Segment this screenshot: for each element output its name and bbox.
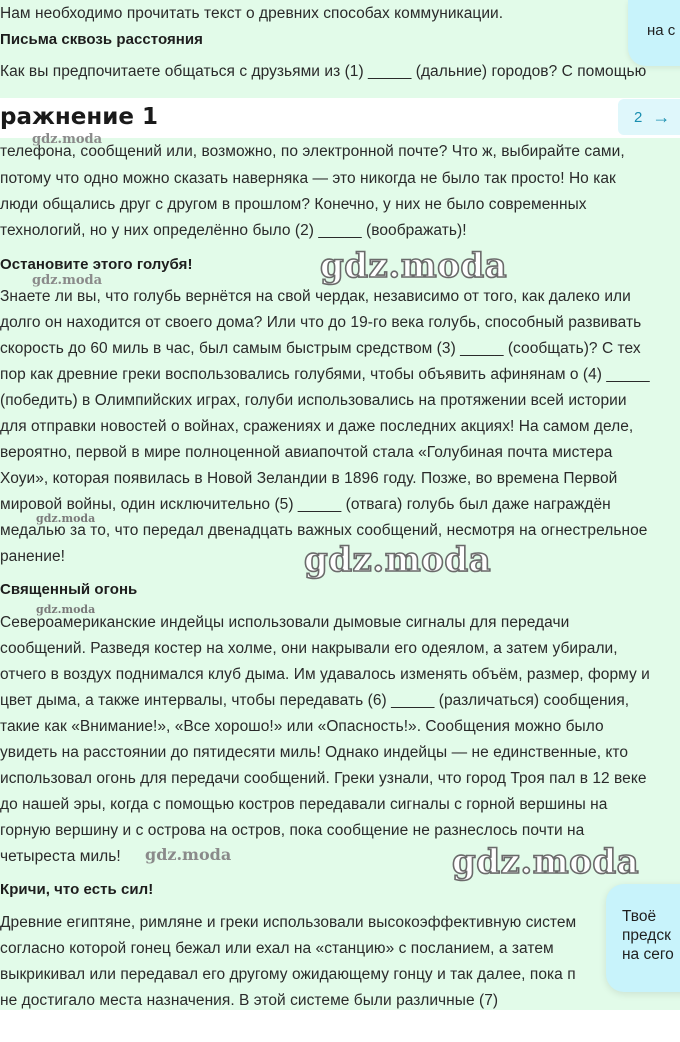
text-line: цвет дыма, а также интервалы, чтобы передавать (6) _____ (различаться) сообщения,	[0, 692, 630, 709]
section-heading-letters: Письма сквозь расстояния	[0, 31, 203, 48]
watermark: gdz.moda	[32, 132, 103, 147]
text-line: выкрикивал или передавал его другому ожидающему гонцу и так далее, пока п	[0, 966, 576, 983]
watermark: gdz.moda	[452, 842, 640, 882]
text-line: использовал огонь для передачи сообщений. Греки узнали, что город Троя пал в 12 веке	[0, 770, 647, 787]
text-line: скорость до 60 миль в час, был самым быстрым средством (3) _____ (сообщать)? С тех	[0, 340, 641, 357]
bubble-line: Твоё	[622, 908, 657, 925]
watermark: gdz.moda	[36, 603, 96, 616]
text-line: для отправки новостей о войнах, сражениях и даже последних акциях! На самом деле,	[0, 418, 634, 435]
text-line: сообщений. Разведя костер на холме, они накрывали его одеялом, а затем убирали,	[0, 640, 618, 657]
page-number: 2	[634, 108, 643, 126]
text-line: четыреста миль!	[0, 848, 121, 865]
text-line: мировой войны, один исключительно (5) _____ (отвага) голубь был даже награждён	[0, 496, 611, 513]
text-line: Древние египтяне, римляне и греки использовали высокоэффективную систем	[0, 914, 577, 931]
section-heading-pigeon: Остановите этого голубя!	[0, 256, 193, 273]
text-line: потому что одно можно сказать наверняка — это никогда не было так просто! Но как	[0, 170, 616, 187]
text-line: (победить) в Олимпийских играх, голуби использовались на протяжении всей истории	[0, 392, 627, 409]
intro-text: Нам необходимо прочитать текст о древних способах коммуникации.	[0, 5, 504, 22]
section-heading-shout: Кричи, что есть сил!	[0, 881, 154, 898]
text-line: отчего в воздух поднимался клуб дыма. Им удавалось изменять объём, размер, форму и	[0, 666, 650, 683]
text-line: пор как древние греки воспользовались голубями, чтобы объявить афинянам о (4) _____	[0, 366, 650, 383]
watermark: gdz.moda	[145, 845, 232, 864]
text-line: Североамериканские индейцы использовали дымовые сигналы для передачи	[0, 614, 570, 631]
text-line: люди общались друг с другом в прошлом? Конечно, у них не было современных	[0, 196, 587, 213]
text-line: ранение!	[0, 548, 65, 565]
text-line: до нашей эры, когда с помощью костров передавали сигналы с горной вершины на	[0, 796, 608, 813]
exercise-title: ражнение 1	[0, 104, 158, 130]
text-line: увидеть на расстоянии до пятидесяти миль! Однако индейцы — не единственные, кто	[0, 744, 629, 761]
arrow-right-icon: →	[652, 106, 671, 127]
watermark: gdz.moda	[32, 273, 103, 288]
text-line: Знаете ли вы, что голубь вернётся на свой чердак, независимо от того, как далеко или	[0, 288, 631, 305]
next-page-button[interactable]	[618, 99, 680, 135]
text-line: не достигало места назначения. В этой системе были различные (7)	[0, 992, 499, 1009]
bubble-line: предск	[622, 927, 671, 944]
watermark: gdz.moda	[320, 246, 508, 286]
text-line: медалью за то, что передал двенадцать важных сообщений, несмотря на огнестрельное	[0, 522, 648, 539]
text-line: такие как «Внимание!», «Все хорошо!» или «Опасность!». Сообщения можно было	[0, 718, 604, 735]
text-line: согласно которой гонец бежал или ехал на «станцию» с посланием, а затем	[0, 940, 554, 957]
text-line: Хоуи», которая появилась в Новой Зеландии в 1896 году. Позже, во времена Первой	[0, 470, 618, 487]
text-line: горную вершину и с острова на остров, пока сообщение не разнеслось почти на	[0, 822, 585, 839]
prediction-bubble[interactable]	[606, 884, 680, 992]
text-line: долго он находится от своего дома? Или что до 19-го века голубь, способный развивать	[0, 314, 642, 331]
text-line: телефона, сообщений или, возможно, по электронной почте? Что ж, выбирайте сами,	[0, 143, 625, 160]
bubble-line: на сего	[622, 946, 674, 963]
text-line: вероятно, первой в мире полноценной авиапочтой стала «Голубиная почта мистера	[0, 444, 613, 461]
text-line: технологий, но у них определённо было (2) _____ (воображать)!	[0, 222, 467, 239]
section-heading-fire: Священный огонь	[0, 581, 138, 598]
bubble-text: на с	[647, 22, 676, 39]
assistant-hint-bubble[interactable]	[628, 0, 680, 66]
watermark: gdz.moda	[36, 512, 96, 525]
watermark: gdz.moda	[304, 540, 492, 580]
text-line: Как вы предпочитаете общаться с друзьями из (1) _____ (дальние) городов? С помощью	[0, 63, 647, 80]
